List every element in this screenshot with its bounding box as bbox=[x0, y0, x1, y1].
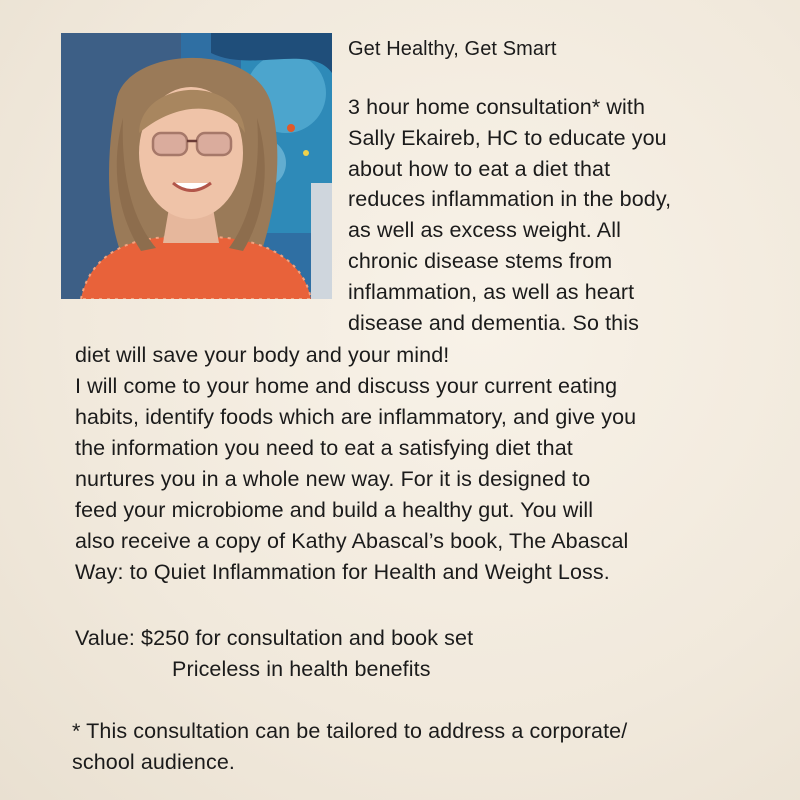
value-line: Value: $250 for consultation and book set bbox=[75, 626, 474, 650]
body-line-15: also receive a copy of Kathy Abascal’s book, The Abascal bbox=[75, 529, 629, 553]
body-line-1: 3 hour home consultation* with bbox=[348, 95, 646, 119]
body-line-3: about how to eat a diet that bbox=[348, 157, 611, 181]
footnote-line-2: school audience. bbox=[72, 750, 235, 774]
portrait-photo bbox=[61, 33, 332, 299]
body-line-2: Sally Ekaireb, HC to educate you bbox=[348, 126, 667, 150]
flyer-title: Get Healthy, Get Smart bbox=[348, 38, 557, 60]
body-line-8: disease and dementia. So this bbox=[348, 311, 639, 335]
body-line-11: habits, identify foods which are inflammatory, and give you bbox=[75, 405, 637, 429]
body-line-4: reduces inflammation in the body, bbox=[348, 187, 672, 211]
body-line-10: I will come to your home and discuss your current eating bbox=[75, 374, 618, 398]
value-line-second: Priceless in health benefits bbox=[172, 657, 431, 681]
body-line-12: the information you need to eat a satisfying diet that bbox=[75, 436, 573, 460]
body-line-14: feed your microbiome and build a healthy gut. You will bbox=[75, 498, 594, 522]
body-line-6: chronic disease stems from bbox=[348, 249, 613, 273]
body-line-9: diet will save your body and your mind! bbox=[75, 343, 450, 367]
body-line-5: as well as excess weight. All bbox=[348, 218, 621, 242]
body-line-7: inflammation, as well as heart bbox=[348, 280, 635, 304]
body-line-16: Way: to Quiet Inflammation for Health and Weight Loss. bbox=[75, 560, 610, 584]
footnote-line-1: * This consultation can be tailored to address a corporate/ bbox=[72, 719, 628, 743]
body-line-13: nurtures you in a whole new way. For it is designed to bbox=[75, 467, 591, 491]
